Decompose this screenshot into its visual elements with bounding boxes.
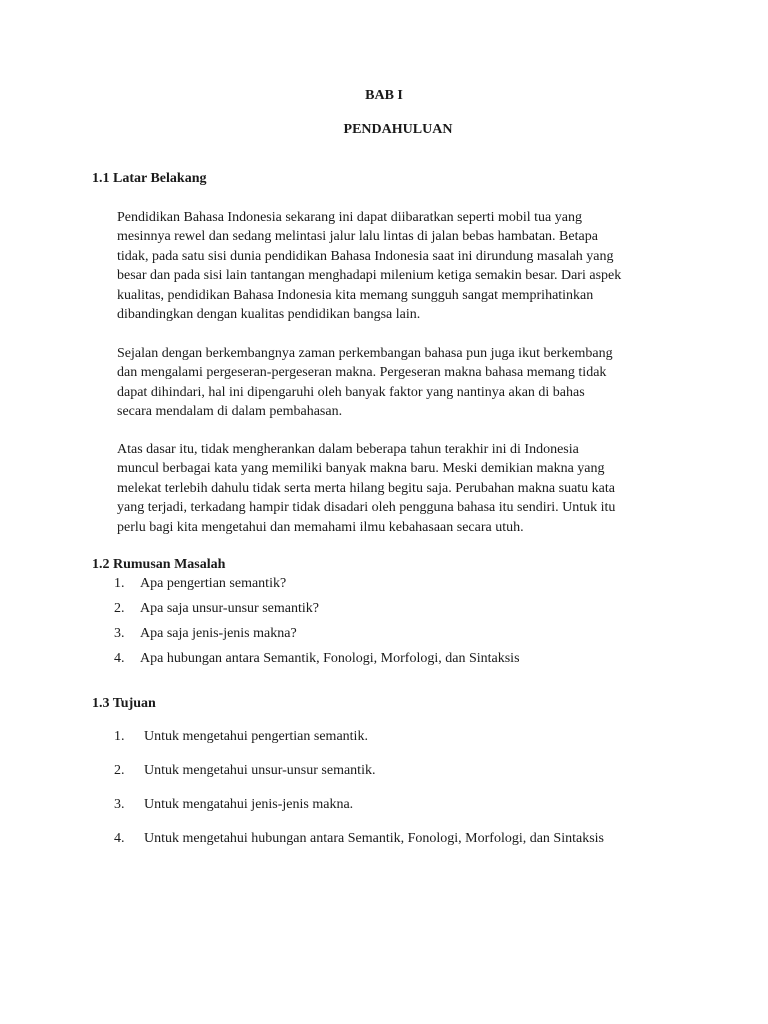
list-item: [114, 601, 319, 617]
paragraph-line: dibandingkan dengan kualitas pendidikan bangsa lain.: [117, 307, 421, 323]
list-text: Apa saja unsur-unsur semantik?: [140, 601, 319, 616]
list-number: 3.: [114, 797, 125, 812]
paragraph-line: tidak, pada satu sisi dunia pendidikan Bahasa Indonesia saat ini dirundung masalah yang: [117, 248, 614, 264]
list-text: Apa saja jenis-jenis makna?: [140, 626, 297, 641]
chapter-title: PENDAHULUAN: [343, 122, 453, 137]
paragraph-line: Sejalan dengan berkembangnya zaman perkembangan bahasa pun juga ikut berkembang: [117, 346, 613, 361]
paragraph-line: Pendidikan Bahasa Indonesia sekarang ini dapat diibaratkan seperti mobil tua yang: [117, 210, 582, 225]
paragraph-line: melekat terlebih dahulu tidak serta merta hilang begitu saja. Perubahan makna suatu kata: [117, 480, 615, 496]
list-text: Apa hubungan antara Semantik, Fonologi, Morfologi, dan Sintaksis: [140, 651, 520, 666]
paragraph-line: secara mendalam di dalam pembahasan.: [117, 404, 343, 420]
chapter-number: BAB I: [365, 88, 403, 103]
background-paragraph-2: [117, 344, 687, 422]
background-paragraph-3: [117, 440, 687, 537]
list-number: 1.: [114, 729, 125, 744]
paragraph-line: perlu bagi kita mengetahui dan memahami ilmu kebahasaan secara utuh.: [117, 519, 524, 535]
list-number: 2.: [114, 763, 125, 778]
paragraph-line: dan mengalami pergeseran-pergeseran makna. Pergeseran makna bahasa memang tidak: [117, 365, 607, 381]
list-text: Untuk mengatahui jenis-jenis makna.: [144, 797, 354, 812]
paragraph-line: dapat dihindari, hal ini dipengaruhi oleh banyak faktor yang nantinya akan di bahas: [117, 384, 585, 400]
list-text: Untuk mengetahui pengertian semantik.: [144, 729, 368, 744]
section-heading-objectives: 1.3 Tujuan: [92, 696, 156, 711]
list-text: Apa pengertian semantik?: [140, 576, 287, 591]
list-number: 2.: [114, 601, 125, 616]
paragraph-line: mesinnya rewel dan sedang melintasi jalur lalu lintas di jalan bebas hambatan. Betapa: [117, 229, 598, 245]
list-number: 4.: [114, 831, 125, 846]
list-text: Untuk mengetahui hubungan antara Semantik, Fonologi, Morfologi, dan Sintaksis: [144, 831, 604, 846]
list-number: 1.: [114, 576, 125, 591]
list-text: Untuk mengetahui unsur-unsur semantik.: [144, 763, 376, 778]
section-heading-background: 1.1 Latar Belakang: [92, 171, 207, 186]
list-item: [114, 763, 375, 779]
list-item: [114, 831, 604, 847]
background-paragraph-1: [117, 208, 687, 324]
paragraph-line: muncul berbagai kata yang memiliki banyak makna baru. Meski demikian makna yang: [117, 461, 605, 477]
list-item: [114, 626, 297, 642]
list-item: [114, 729, 368, 745]
section-heading-problem: 1.2 Rumusan Masalah: [92, 557, 226, 572]
paragraph-line: kualitas, pendidikan Bahasa Indonesia kita memang sungguh sangat memprihatinkan: [117, 287, 594, 303]
paragraph-line: besar dan pada sisi lain tantangan menghadapi milenium ketiga semakin besar. Dari aspek: [117, 268, 622, 284]
list-number: 3.: [114, 626, 125, 641]
paragraph-line: Atas dasar itu, tidak mengherankan dalam beberapa tahun terakhir ini di Indonesia: [117, 442, 579, 457]
list-number: 4.: [114, 651, 125, 666]
list-item: [114, 651, 520, 667]
list-item: [114, 576, 286, 592]
paragraph-line: yang terjadi, terkadang hampir tidak disadari oleh pengguna bahasa itu sendiri. Untuk itu: [117, 500, 616, 516]
list-item: [114, 797, 353, 813]
